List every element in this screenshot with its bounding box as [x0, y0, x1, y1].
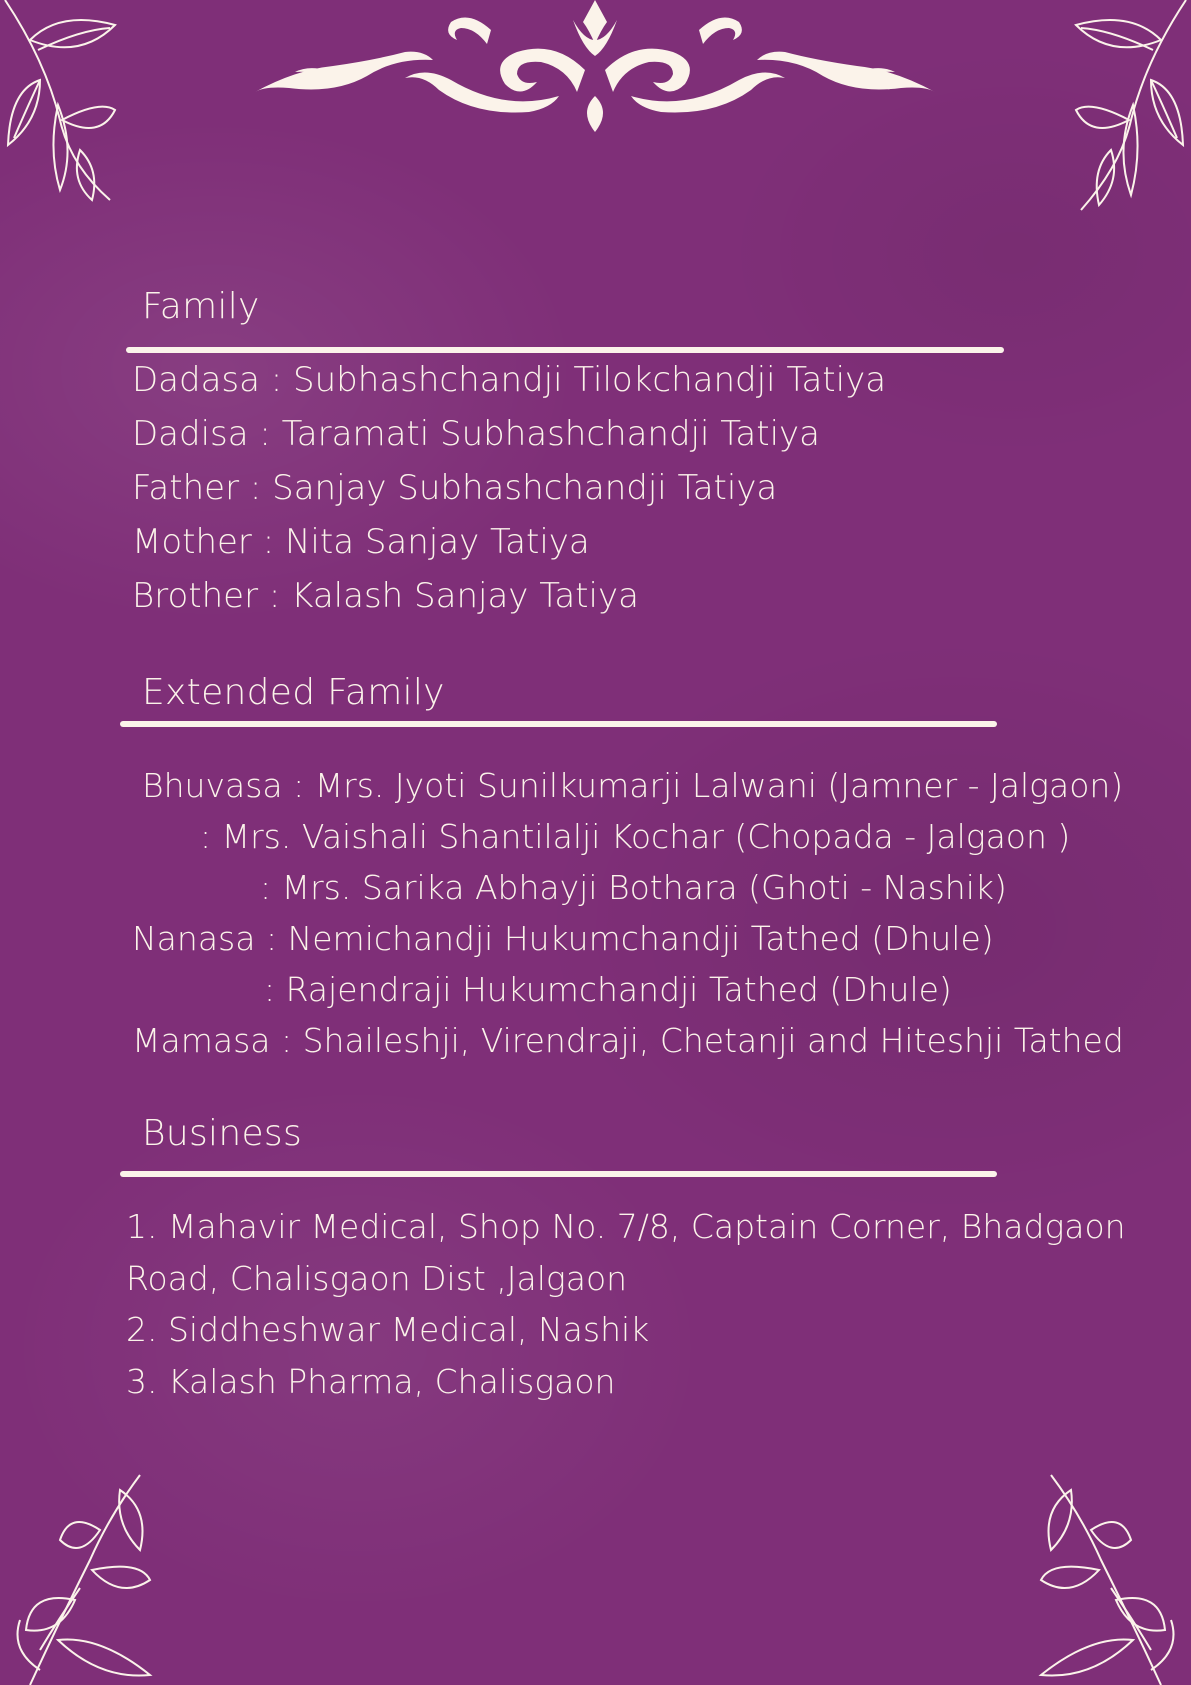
list-item: : Mrs. Sarika Abhayji Bothara (Ghoti - Nashik)	[260, 868, 1007, 907]
business-heading: Business	[142, 1113, 303, 1154]
list-item: 2. Siddheshwar Medical, Nashik	[126, 1310, 650, 1349]
family-heading: Family	[142, 286, 260, 327]
list-item: : Mrs. Vaishali Shantilalji Kochar (Chopada - Jalgaon )	[200, 817, 1071, 856]
list-item: 1. Mahavir Medical, Shop No. 7/8, Captain Corner, Bhadgaon	[126, 1207, 1126, 1246]
leaf-branch-icon	[1061, 0, 1191, 215]
list-item: 3. Kalash Pharma, Chalisgaon	[126, 1361, 616, 1401]
family-list	[132, 353, 886, 623]
list-item: Father : Sanjay Subhashchandji Tatiya	[132, 468, 778, 508]
list-item: Brother : Kalash Sanjay Tatiya	[132, 576, 639, 616]
extended-family-list	[132, 760, 1124, 1066]
list-item: Nanasa : Nemichandji Hukumchandji Tathed (Dhule)	[132, 919, 994, 958]
leaf-branch-icon	[0, 1470, 160, 1685]
business-list	[126, 1201, 1126, 1407]
extended-family-heading: Extended Family	[142, 672, 445, 713]
leaf-branch-icon	[0, 0, 130, 205]
list-item: Dadisa : Taramati Subhashchandji Tatiya	[132, 414, 820, 454]
leaf-branch-icon	[1031, 1470, 1191, 1685]
list-item: Bhuvasa : Mrs. Jyoti Sunilkumarji Lalwani (Jamner - Jalgaon)	[142, 766, 1124, 805]
extended-family-divider	[120, 721, 997, 727]
list-item: : Rajendraji Hukumchandji Tathed (Dhule)	[264, 970, 952, 1009]
business-divider	[120, 1171, 997, 1177]
list-item: Mamasa : Shaileshji, Virendraji, Chetanji and Hiteshji Tathed	[132, 1021, 1124, 1060]
list-item: Mother : Nita Sanjay Tatiya	[132, 522, 590, 562]
floral-scroll-ornament-icon	[255, 0, 935, 135]
list-item: Dadasa : Subhashchandji Tilokchandji Tatiya	[132, 360, 887, 400]
list-item: Road, Chalisgaon Dist ,Jalgaon	[126, 1258, 628, 1298]
